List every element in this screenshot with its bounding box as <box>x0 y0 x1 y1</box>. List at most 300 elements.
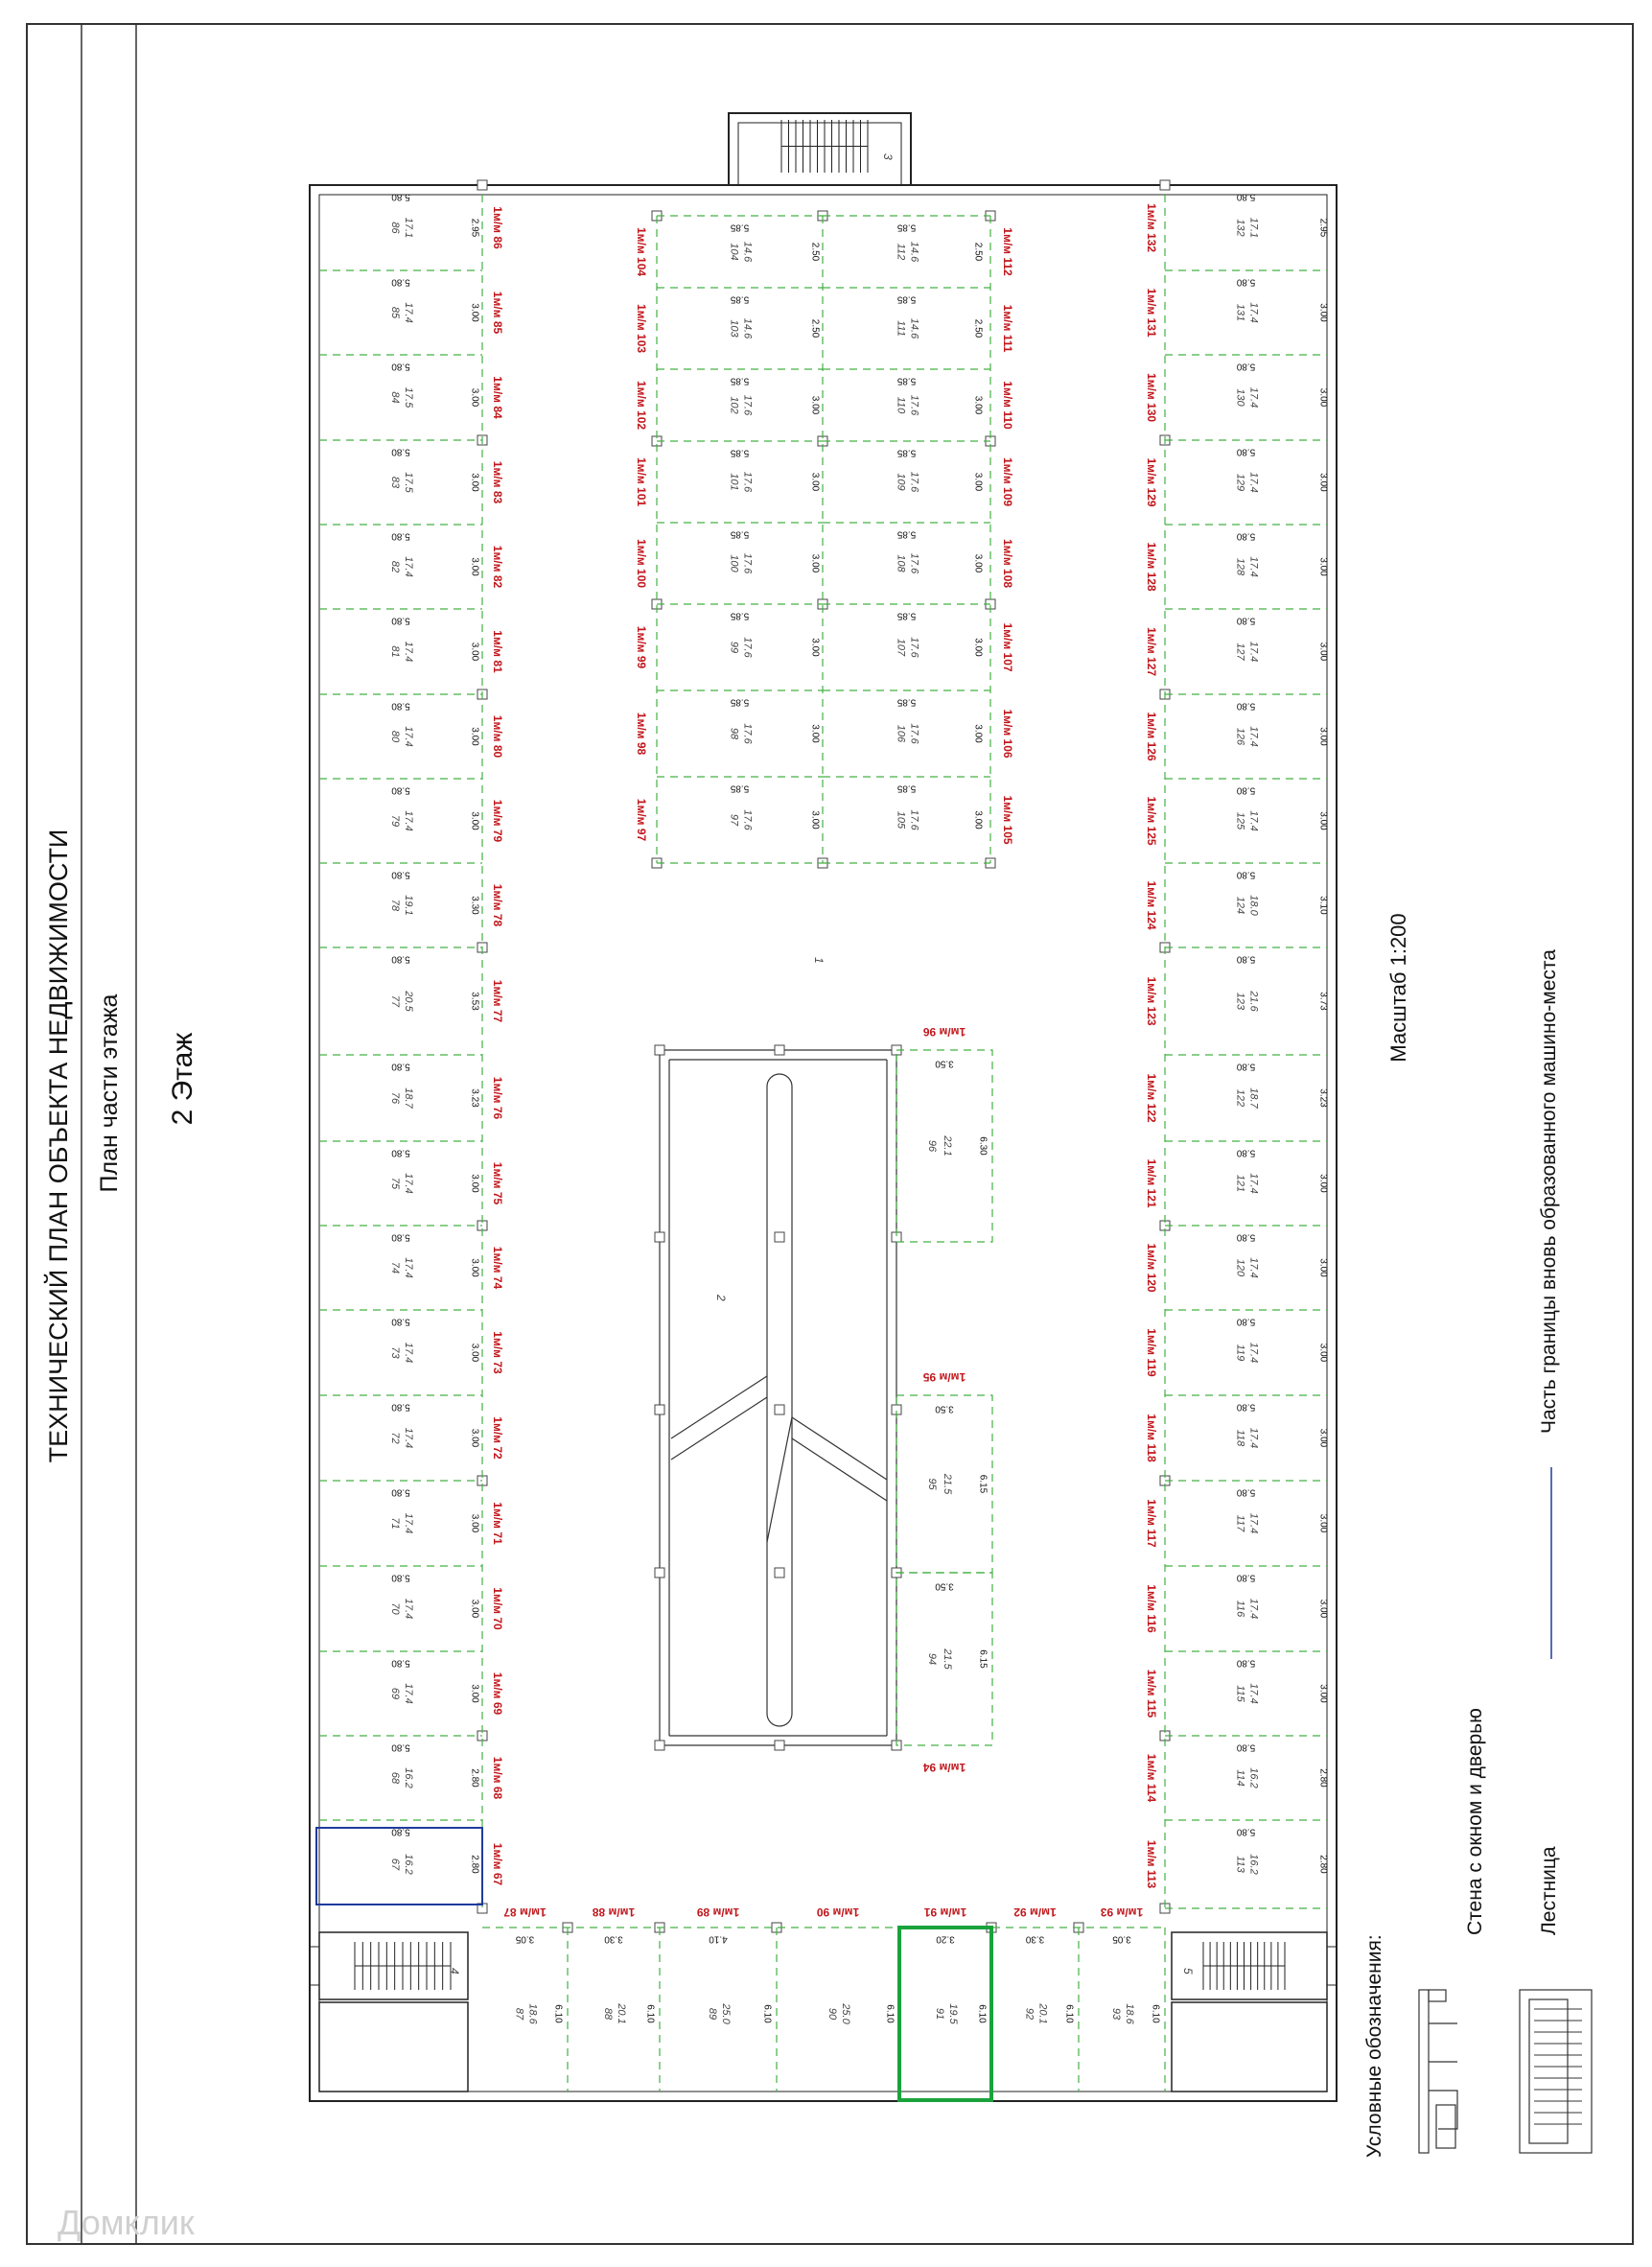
spot-width: 3.00 <box>469 1513 480 1533</box>
spot-depth: 5.85 <box>896 222 917 233</box>
spot-number: 76 <box>389 1091 402 1105</box>
parking-spot-112[interactable] <box>823 216 1014 276</box>
spot-width: 3.00 <box>1317 811 1329 830</box>
spot-area: 17.6 <box>741 809 754 830</box>
spot-area: 17.4 <box>403 556 415 577</box>
spot-label: 1м/м 101 <box>634 456 648 507</box>
spot-number: 105 <box>895 810 907 830</box>
room-3-label: 3 <box>881 153 895 160</box>
parking-spot-80[interactable] <box>319 694 504 759</box>
spot-depth: 5.80 <box>391 1826 410 1837</box>
parking-spot-74[interactable] <box>319 1226 504 1290</box>
parking-spot-89[interactable] <box>696 1905 777 2092</box>
spot-depth: 5.80 <box>391 784 410 796</box>
spot-label: 1м/м 75 <box>490 1161 504 1205</box>
parking-spot-106[interactable] <box>823 690 1014 759</box>
parking-spot-86[interactable] <box>389 191 504 249</box>
parking-spot-101[interactable] <box>635 441 823 506</box>
spot-number: 108 <box>895 554 907 573</box>
spot-depth: 5.80 <box>391 1231 410 1243</box>
spot-number: 93 <box>1110 2007 1123 2021</box>
spot-area: 17.4 <box>403 1598 415 1620</box>
spot-label: 1м/м 130 <box>1144 372 1158 423</box>
spot-depth: 5.80 <box>1236 1657 1256 1669</box>
spot-depth: 5.80 <box>391 953 410 965</box>
spot-width: 6.15 <box>977 1649 989 1669</box>
parking-spot-117[interactable] <box>1145 1481 1329 1548</box>
room-2-label: 2 <box>714 1295 728 1301</box>
spot-area: 17.4 <box>403 1512 415 1534</box>
bottom-left-stair <box>310 1932 468 2092</box>
spot-label: 1м/м 110 <box>1000 381 1014 430</box>
spot-depth: 5.85 <box>730 447 750 458</box>
spot-area: 14.6 <box>741 241 754 263</box>
parking-spot-81[interactable] <box>319 609 504 673</box>
parking-spot-76[interactable] <box>319 1055 504 1120</box>
spot-number: 89 <box>707 2007 719 2021</box>
spot-number: 101 <box>728 473 740 491</box>
spot-label: 1м/м 76 <box>490 1076 504 1120</box>
parking-spot-84[interactable] <box>319 355 504 419</box>
spot-number: 120 <box>1234 1258 1246 1277</box>
parking-spot-132[interactable] <box>1145 191 1329 252</box>
spot-number: 115 <box>1234 1685 1246 1702</box>
spot-width: 3.00 <box>1317 557 1329 576</box>
spot-label: 1м/м 131 <box>1144 288 1158 338</box>
spot-width: 3.73 <box>1317 992 1329 1011</box>
spot-area: 18.6 <box>526 2003 539 2024</box>
spot-width: 3.00 <box>1317 1684 1329 1703</box>
spot-width: 3.00 <box>1317 303 1329 322</box>
spot-width: 3.23 <box>1317 1088 1329 1108</box>
spot-depth: 5.85 <box>896 528 917 540</box>
spot-label: 1м/м 104 <box>634 226 648 277</box>
spot-width: 2.50 <box>972 318 984 339</box>
spot-depth: 5.80 <box>1236 276 1256 288</box>
spot-label: 1м/м 86 <box>490 206 504 249</box>
spot-area: 17.4 <box>1247 302 1260 323</box>
spot-area: 14.6 <box>741 317 754 339</box>
spot-label: 1м/м 108 <box>1000 538 1014 589</box>
spot-width: 3.20 <box>936 1933 955 1945</box>
spot-width: 3.00 <box>1317 473 1329 492</box>
spot-depth: 6.10 <box>552 2004 564 2023</box>
spot-depth: 5.85 <box>896 375 917 386</box>
spot-depth: 5.85 <box>730 375 750 386</box>
parking-spot-118[interactable] <box>1145 1395 1329 1462</box>
spot-depth: 5.80 <box>1236 1401 1256 1413</box>
spot-label: 1м/м 95 <box>922 1369 966 1384</box>
spot-label: 1м/м 111 <box>1000 304 1014 353</box>
spot-area: 17.4 <box>403 1683 415 1704</box>
spot-area: 17.6 <box>908 637 920 658</box>
spot-number: 96 <box>926 1139 939 1153</box>
spot-depth: 5.80 <box>1236 784 1256 796</box>
spot-width: 3.30 <box>469 896 480 915</box>
spot-width: 3.00 <box>972 395 984 415</box>
parking-spot-113[interactable] <box>1145 1820 1329 1889</box>
spot-width: 3.00 <box>1317 727 1329 746</box>
spot-label: 1м/м 77 <box>490 979 504 1023</box>
spot-area: 20.1 <box>1036 2003 1049 2024</box>
spot-width: 3.00 <box>469 727 480 746</box>
parking-spot-126[interactable] <box>1145 694 1329 761</box>
spot-area: 17.5 <box>403 386 415 409</box>
spot-number: 112 <box>895 243 907 261</box>
spot-depth: 5.80 <box>1236 1826 1256 1837</box>
spot-depth: 6.10 <box>1063 2004 1075 2023</box>
spot-depth: 5.85 <box>896 696 917 708</box>
spot-area: 14.6 <box>908 317 920 339</box>
spot-depth: 5.80 <box>1236 1572 1256 1583</box>
legend-stairs-label: Лестница <box>1538 1846 1560 1935</box>
spot-depth: 5.80 <box>391 700 410 712</box>
spot-label: 1м/м 113 <box>1144 1839 1158 1889</box>
spot-label: 1м/м 97 <box>634 798 648 842</box>
spot-area: 17.4 <box>1247 810 1260 831</box>
spot-area: 17.1 <box>1247 217 1260 239</box>
spot-width: 3.00 <box>809 724 821 743</box>
spot-depth: 5.80 <box>1236 1486 1256 1498</box>
parking-spot-90[interactable] <box>816 1905 899 2092</box>
spot-number: 81 <box>389 645 402 658</box>
spot-label: 1м/м 114 <box>1144 1753 1158 1803</box>
columns <box>477 180 1170 1932</box>
parking-spot-96[interactable] <box>896 1025 992 1242</box>
spot-width: 2.80 <box>1317 1768 1329 1788</box>
spot-number: 82 <box>389 560 402 573</box>
spot-label: 1м/м 92 <box>1013 1905 1057 1919</box>
spot-width: 3.00 <box>972 638 984 657</box>
spot-label: 1м/м 73 <box>490 1331 504 1374</box>
parking-spot-121[interactable] <box>1145 1141 1329 1208</box>
parking-spot-68[interactable] <box>319 1736 504 1800</box>
spot-number: 78 <box>389 899 402 912</box>
parking-spot-88[interactable] <box>592 1905 660 2092</box>
parking-spot-105[interactable] <box>823 777 1014 845</box>
spot-width: 3.00 <box>469 811 480 830</box>
spot-area: 17.6 <box>741 471 754 493</box>
spot-width: 3.00 <box>469 473 480 492</box>
spot-number: 95 <box>926 1478 939 1490</box>
spot-number: 127 <box>1234 643 1246 661</box>
spot-area: 17.4 <box>1247 641 1260 663</box>
spot-area: 17.1 <box>403 217 415 239</box>
spot-depth: 5.80 <box>391 1147 410 1158</box>
parking-spot-98[interactable] <box>635 690 823 756</box>
parking-spot-73[interactable] <box>319 1310 504 1374</box>
parking-spot-71[interactable] <box>319 1481 504 1545</box>
spot-depth: 5.80 <box>1236 615 1256 626</box>
spot-width: 2.80 <box>469 1855 480 1874</box>
spot-area: 20.1 <box>616 2003 628 2024</box>
spot-depth: 3.50 <box>935 1403 954 1414</box>
spot-width: 3.00 <box>809 553 821 573</box>
parking-spot-83[interactable] <box>319 440 504 504</box>
spot-depth: 5.85 <box>896 783 917 794</box>
parking-spot-127[interactable] <box>1145 609 1329 676</box>
spot-width: 3.00 <box>469 642 480 662</box>
spot-area: 17.4 <box>1247 1512 1260 1534</box>
spot-label: 1м/м 117 <box>1144 1499 1158 1548</box>
spot-area: 17.6 <box>741 394 754 416</box>
spot-width: 3.00 <box>809 395 821 415</box>
spot-area: 17.4 <box>403 726 415 747</box>
spot-width: 2.95 <box>1317 218 1329 238</box>
spot-depth: 5.80 <box>391 615 410 626</box>
parking-spot-95[interactable] <box>896 1370 992 1573</box>
room-1-label: 1 <box>812 957 826 964</box>
spot-number: 67 <box>389 1858 402 1871</box>
spot-width: 3.30 <box>1025 1933 1045 1945</box>
spot-depth: 5.80 <box>1236 446 1256 457</box>
spot-label: 1м/м 119 <box>1144 1328 1158 1377</box>
parking-spot-75[interactable] <box>319 1141 504 1205</box>
spot-label: 1м/м 81 <box>490 630 504 673</box>
spot-label: 1м/м 102 <box>634 380 648 431</box>
parking-spot-87[interactable] <box>503 1905 568 2092</box>
ramp-structure <box>660 1050 896 1745</box>
spot-depth: 5.85 <box>730 222 750 233</box>
parking-spot-107[interactable] <box>823 604 1014 672</box>
parking-spot-111[interactable] <box>823 288 1014 353</box>
parking-spot-94[interactable] <box>896 1573 992 1774</box>
spot-label: 1м/м 83 <box>490 460 504 504</box>
spot-depth: 5.85 <box>730 610 750 621</box>
spot-area: 17.4 <box>1247 1683 1260 1704</box>
parking-spot-108[interactable] <box>823 523 1014 588</box>
spot-number: 98 <box>728 727 740 740</box>
left-parking-row <box>319 191 504 1908</box>
top-stair-block <box>729 113 911 185</box>
spot-label: 1м/м 126 <box>1144 712 1158 761</box>
spot-area: 17.4 <box>1247 1342 1260 1364</box>
spot-label: 1м/м 129 <box>1144 457 1158 507</box>
spot-depth: 5.80 <box>391 1741 410 1753</box>
spot-depth: 5.80 <box>1236 1061 1256 1072</box>
spot-number: 86 <box>389 222 402 234</box>
spot-area: 19.5 <box>947 2003 960 2024</box>
watermark: Домклик <box>58 2203 195 2242</box>
parking-spot-103[interactable] <box>635 288 823 353</box>
spot-label: 1м/м 103 <box>634 303 648 354</box>
legend-title: Условные обозначения: <box>1363 1934 1385 2158</box>
spot-width: 3.00 <box>809 810 821 830</box>
parking-spot-116[interactable] <box>1145 1566 1329 1633</box>
spot-label: 1м/м 125 <box>1144 796 1158 846</box>
parking-spot-72[interactable] <box>319 1395 504 1460</box>
spot-depth: 6.10 <box>644 2004 656 2023</box>
spot-depth: 6.10 <box>884 2004 896 2023</box>
legend-wall-label: Стена с окном и дверью <box>1464 1708 1486 1935</box>
plan-title: ТЕХНИЧЕСКИЙ ПЛАН ОБЪЕКТА НЕДВИЖИМОСТИ <box>44 829 73 1463</box>
parking-spot-122[interactable] <box>1145 1055 1329 1123</box>
spot-width: 3.00 <box>469 1684 480 1703</box>
parking-spot-99[interactable] <box>635 604 823 669</box>
spot-number: 79 <box>389 814 402 828</box>
spot-label: 1м/м 107 <box>1000 622 1014 672</box>
parking-spot-70[interactable] <box>319 1566 504 1630</box>
parking-spot-82[interactable] <box>319 525 504 589</box>
spot-depth: 5.85 <box>896 447 917 458</box>
scale-label: Масштаб 1:200 <box>1386 913 1410 1063</box>
spot-number: 88 <box>602 2007 615 2021</box>
spot-width: 3.00 <box>1317 1513 1329 1533</box>
spot-area: 17.4 <box>403 641 415 663</box>
spot-number: 106 <box>895 724 907 743</box>
spot-area: 20.5 <box>403 991 415 1012</box>
parking-spot-93[interactable] <box>1100 1905 1165 2092</box>
spot-area: 17.4 <box>1247 386 1260 409</box>
parking-spot-119[interactable] <box>1145 1310 1329 1377</box>
spot-depth: 5.80 <box>1236 1231 1256 1243</box>
parking-spot-100[interactable] <box>635 523 823 588</box>
parking-spot-130[interactable] <box>1145 355 1329 422</box>
parking-spot-97[interactable] <box>635 777 823 842</box>
spot-number: 103 <box>728 319 740 338</box>
spot-number: 131 <box>1234 303 1246 322</box>
spot-number: 84 <box>389 391 402 404</box>
spot-label: 1м/м 100 <box>634 538 648 589</box>
spot-label: 1м/м 105 <box>1000 795 1014 845</box>
spot-width: 3.00 <box>972 472 984 492</box>
spot-number: 111 <box>895 320 907 337</box>
parking-spot-129[interactable] <box>1145 440 1329 507</box>
parking-spot-104[interactable] <box>635 216 823 276</box>
spot-width: 3.00 <box>972 553 984 573</box>
bottom-right-stair <box>1172 1932 1337 2092</box>
spot-label: 1м/м 94 <box>922 1760 966 1774</box>
parking-spot-69[interactable] <box>319 1651 504 1716</box>
parking-spot-115[interactable] <box>1145 1651 1329 1718</box>
spot-label: 1м/м 67 <box>490 1842 504 1886</box>
parking-spot-79[interactable] <box>319 779 504 843</box>
parking-spot-78[interactable] <box>319 863 504 927</box>
spot-width: 3.00 <box>1317 1599 1329 1619</box>
spot-label: 1м/м 116 <box>1144 1584 1158 1633</box>
spot-width: 2.95 <box>469 218 480 238</box>
spot-label: 1м/м 71 <box>490 1502 504 1545</box>
parking-spot-77[interactable] <box>319 947 504 1023</box>
spot-number: 122 <box>1234 1088 1246 1108</box>
spot-width: 3.00 <box>1317 1428 1329 1448</box>
room-5-label: 5 <box>1181 1968 1195 1975</box>
spot-number: 124 <box>1234 896 1246 915</box>
spot-area: 17.6 <box>908 394 920 416</box>
spot-number: 85 <box>389 306 402 319</box>
spot-area: 17.4 <box>403 1257 415 1278</box>
spot-area: 16.2 <box>403 1767 415 1788</box>
spot-number: 75 <box>389 1177 402 1190</box>
spot-width: 3.00 <box>469 1599 480 1619</box>
spot-depth: 5.80 <box>1236 1741 1256 1753</box>
parking-spot-110[interactable] <box>823 369 1014 430</box>
spot-area: 21.5 <box>942 1473 954 1495</box>
spot-width: 3.00 <box>1317 387 1329 408</box>
spot-depth: 5.80 <box>391 1061 410 1072</box>
spot-width: 3.30 <box>604 1933 623 1945</box>
spot-area: 17.4 <box>403 810 415 831</box>
spot-label: 1м/м 70 <box>490 1587 504 1630</box>
parking-spot-123[interactable] <box>1145 947 1329 1026</box>
spot-number: 102 <box>728 396 740 414</box>
spot-area: 16.2 <box>403 1854 415 1875</box>
spot-depth: 5.80 <box>391 1486 410 1498</box>
spot-label: 1м/м 72 <box>490 1416 504 1460</box>
spot-area: 17.6 <box>908 723 920 744</box>
spot-depth: 5.80 <box>391 276 410 288</box>
spot-number: 100 <box>728 554 740 573</box>
spot-width: 3.00 <box>972 724 984 743</box>
spot-number: 118 <box>1234 1429 1246 1447</box>
legend-stairs-symbol <box>1520 1990 1592 2153</box>
spot-number: 77 <box>389 994 402 1008</box>
spot-number: 92 <box>1023 2007 1035 2021</box>
ramp-parking-spots <box>896 1025 992 1774</box>
spot-area: 14.6 <box>908 241 920 263</box>
spot-label: 1м/м 89 <box>696 1905 740 1919</box>
spot-depth: 6.10 <box>761 2004 773 2023</box>
spot-number: 74 <box>389 1261 402 1274</box>
spot-number: 104 <box>728 243 740 261</box>
parking-spot-124[interactable] <box>1145 863 1329 930</box>
spot-area: 18.7 <box>1247 1087 1260 1109</box>
spot-width: 3.05 <box>1112 1933 1131 1945</box>
spot-area: 18.0 <box>1247 895 1260 916</box>
spot-width: 3.00 <box>469 1343 480 1363</box>
spot-area: 18.6 <box>1124 2003 1136 2024</box>
spot-depth: 5.80 <box>391 1657 410 1669</box>
spot-label: 1м/м 78 <box>490 883 504 927</box>
spot-width: 3.00 <box>469 1428 480 1448</box>
spot-label: 1м/м 68 <box>490 1756 504 1800</box>
spot-area: 17.6 <box>741 637 754 658</box>
right-parking-row <box>1145 191 1329 1908</box>
parking-spot-120[interactable] <box>1145 1226 1329 1293</box>
spot-number: 90 <box>826 2007 839 2021</box>
spot-label: 1м/м 96 <box>922 1024 966 1039</box>
parking-spot-67[interactable] <box>319 1820 504 1886</box>
spot-width: 2.50 <box>809 318 821 339</box>
parking-spot-92[interactable] <box>1013 1905 1079 2092</box>
parking-spot-91[interactable] <box>923 1905 991 2092</box>
parking-spot-128[interactable] <box>1145 525 1329 592</box>
spot-number: 83 <box>389 476 402 489</box>
parking-spot-102[interactable] <box>635 369 823 430</box>
spot-area: 17.4 <box>1247 472 1260 493</box>
spot-width: 3.00 <box>1317 1174 1329 1193</box>
spot-label: 1м/м 69 <box>490 1671 504 1716</box>
spot-label: 1м/м 124 <box>1144 880 1158 930</box>
spot-label: 1м/м 80 <box>490 714 504 759</box>
parking-spot-131[interactable] <box>1145 270 1329 338</box>
spot-number: 128 <box>1234 557 1246 576</box>
parking-spot-109[interactable] <box>823 441 1014 506</box>
spot-area: 17.4 <box>1247 726 1260 747</box>
spot-number: 117 <box>1234 1514 1246 1532</box>
spot-depth: 5.85 <box>730 696 750 708</box>
spot-number: 125 <box>1234 811 1246 830</box>
spot-depth: 5.80 <box>391 191 410 202</box>
spot-depth: 5.80 <box>1236 700 1256 712</box>
spot-label: 1м/м 98 <box>634 712 648 756</box>
spot-depth: 5.80 <box>1236 869 1256 880</box>
parking-spot-125[interactable] <box>1145 779 1329 846</box>
spot-number: 116 <box>1234 1600 1246 1618</box>
parking-spot-85[interactable] <box>319 270 504 335</box>
parking-spot-114[interactable] <box>1145 1736 1329 1803</box>
spot-width: 2.80 <box>469 1768 480 1788</box>
